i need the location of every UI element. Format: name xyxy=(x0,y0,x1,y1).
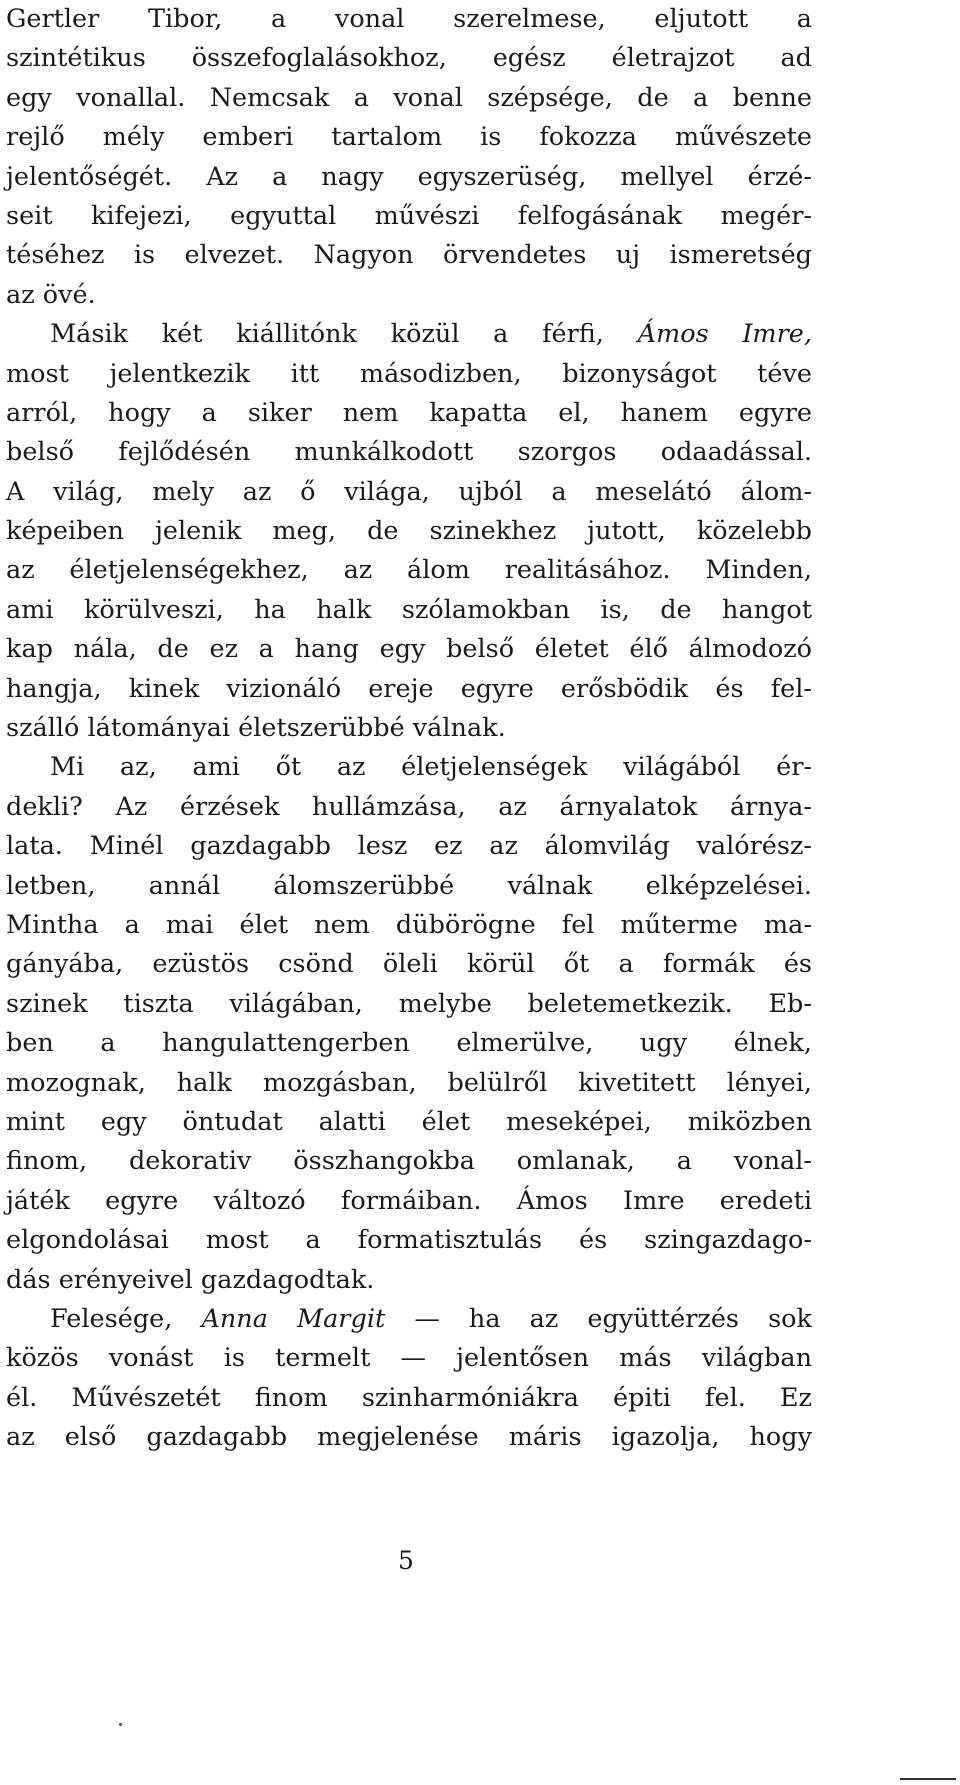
paragraph-dream-world xyxy=(6,748,812,1299)
text-line: közös vonást is termelt — jelentősen más világban xyxy=(6,1343,812,1374)
text-line: finom, dekorativ összhangokba omlanak, a vonal- xyxy=(6,1146,812,1177)
text-line: mint egy öntudat alatti élet meseképei, miközben xyxy=(6,1106,812,1137)
text-line: Mintha a mai élet nem dübörögne fel műterme ma- xyxy=(6,909,812,940)
text-line: letben, annál álomszerübbé válnak elképzelései. xyxy=(6,870,812,901)
text-line: az életjelenségekhez, az álom realitásához. Minden, xyxy=(6,555,812,586)
text-line: arról, hogy a siker nem kapatta el, hanem egyre xyxy=(6,397,812,428)
body-text xyxy=(6,0,812,1457)
text-line: mozognak, halk mozgásban, belülről kivetitett lényei, xyxy=(6,1067,812,1098)
text-line: szintétikus összefoglalásokhoz, egész életrajzot ad xyxy=(6,43,812,74)
text-line xyxy=(6,1300,812,1339)
paragraph-gertler xyxy=(6,0,812,315)
text-line: téséhez is elvezet. Nagyon örvendetes uj ismeretség xyxy=(6,240,812,271)
artist-name-anna-margit: Anna Margit xyxy=(201,1303,386,1334)
text-line: az első gazdagabb megjelenése máris igazolja, hogy xyxy=(6,1422,812,1453)
text-line: kap nála, de ez a hang egy belső életet élő álmodozó xyxy=(6,634,812,665)
text-line: gányába, ezüstös csönd öleli körül őt a formák és xyxy=(6,949,812,980)
text-line: Gertler Tibor, a vonal szerelmese, eljutott a xyxy=(6,4,812,34)
paragraph-amos-imre xyxy=(6,315,812,748)
text-line: az övé. xyxy=(6,279,96,310)
paragraph-anna-margit xyxy=(6,1300,812,1458)
text-line: ben a hangulattengerben elmerülve, ugy élnek, xyxy=(6,1028,812,1059)
text-line: A világ, mely az ő világa, ujból a meselátó álom- xyxy=(6,476,812,507)
text-line: szálló látományai életszerübbé válnak. xyxy=(6,713,506,744)
text-line: Mi az, ami őt az életjelenségek világából ér- xyxy=(50,752,812,783)
text-line: szinek tiszta világában, melybe beletemetkezik. Eb- xyxy=(6,988,812,1019)
text-line: elgondolásai most a formatisztulás és szingazdago- xyxy=(6,1225,812,1256)
text-line: él. Művészetét finom szinharmóniákra épiti fel. Ez xyxy=(6,1382,812,1413)
line-text: Felesége, xyxy=(50,1303,173,1334)
text-line: játék egyre változó formáiban. Ámos Imre eredeti xyxy=(6,1185,812,1216)
text-line: dekli? Az érzések hullámzása, az árnyalatok árnya- xyxy=(6,791,812,822)
text-line xyxy=(6,315,812,354)
text-line: képeiben jelenik meg, de szinekhez jutott, közelebb xyxy=(6,516,812,547)
text-line: lata. Minél gazdagabb lesz ez az álomvilág valórész- xyxy=(6,831,812,862)
text-line: seit kifejezi, egyuttal művészi felfogásának megér- xyxy=(6,200,812,231)
artist-name-amos-imre: Ámos Imre, xyxy=(637,319,813,350)
edge-rule xyxy=(900,1778,956,1780)
text-line: dás erényeivel gazdagodtak. xyxy=(6,1264,375,1295)
line-text: Másik két kiállitónk közül a férfi, xyxy=(50,319,604,350)
text-line: most jelentkezik itt másodizben, bizonyságot téve xyxy=(6,358,812,389)
scan-speck xyxy=(119,1723,122,1726)
text-line: belső fejlődésén munkálkodott szorgos odaadással. xyxy=(6,437,812,468)
text-line: hangja, kinek vizionáló ereje egyre erősbödik és fel- xyxy=(6,673,812,704)
text-line: egy vonallal. Nemcsak a vonal szépsége, de a benne xyxy=(6,82,812,113)
text-line: jelentőségét. Az a nagy egyszerüség, mellyel érzé- xyxy=(6,161,812,192)
page-number: 5 xyxy=(398,1546,414,1575)
line-text: — ha az együttérzés sok xyxy=(414,1303,812,1334)
text-line: rejlő mély emberi tartalom is fokozza művészete xyxy=(6,122,812,153)
text-line: ami körülveszi, ha halk szólamokban is, de hangot xyxy=(6,594,812,625)
